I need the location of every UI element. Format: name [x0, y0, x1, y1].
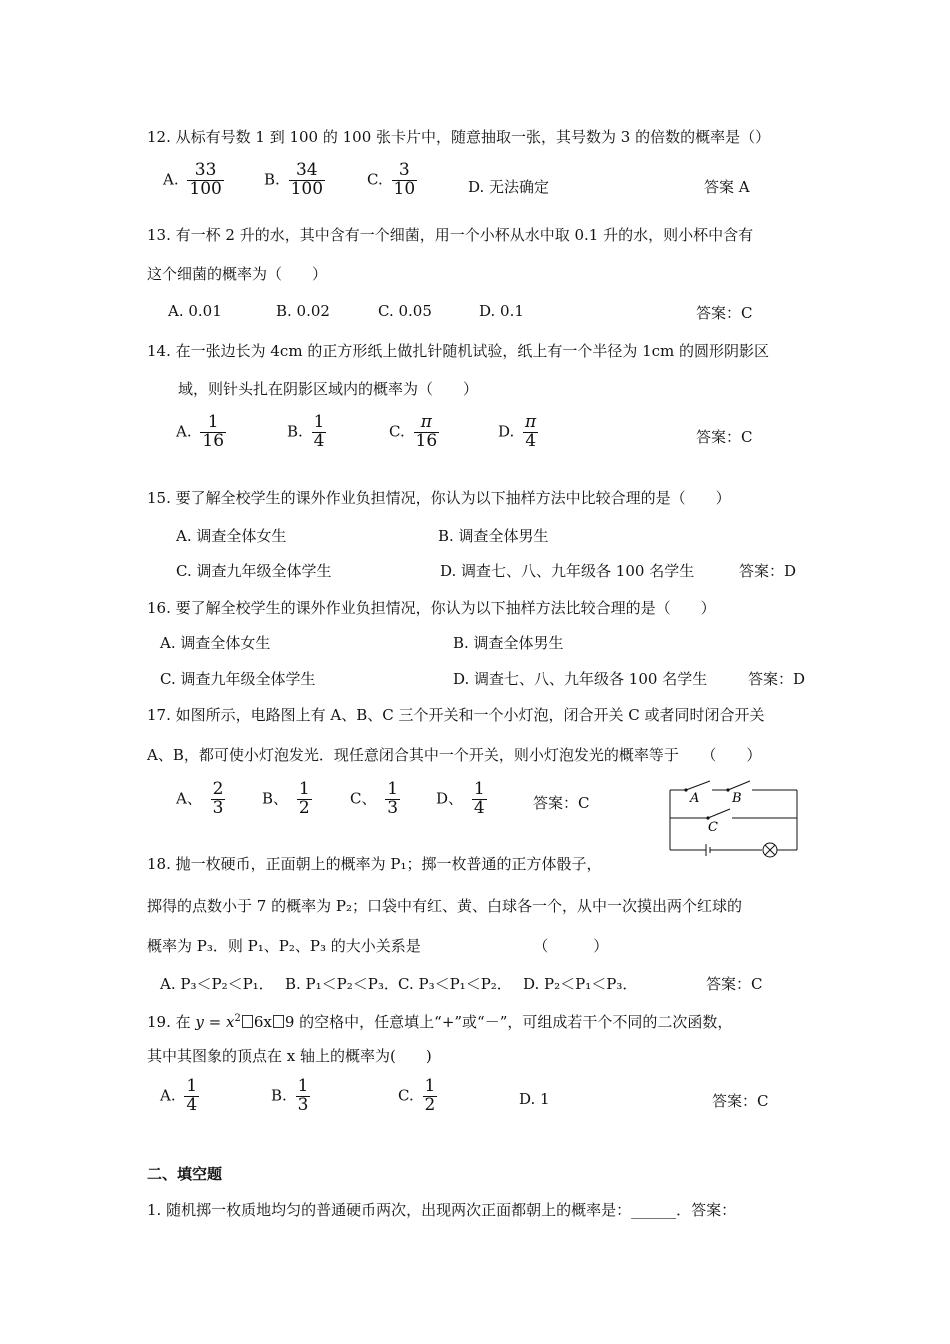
q17-option-c: C、 $\frac{1}{3}$: [350, 779, 399, 818]
q15-option-b: B. 调查全体男生: [438, 527, 549, 545]
q13-answer: 答案：C: [696, 304, 753, 322]
q19-stem-line2: 其中其图象的顶点在 x 轴上的概率为( ): [147, 1047, 432, 1065]
q14-option-d: D. $\frac{\pi}{4}$: [498, 412, 537, 451]
q17-option-d: D、 $\frac{1}{4}$: [436, 779, 485, 818]
q13-option-d: D. 0.1: [479, 302, 524, 320]
q18-option-a: A. P₃＜P₂＜P₁．: [160, 975, 274, 993]
q18-option-b: B. P₁＜P₂＜P₃．: [285, 975, 399, 993]
circuit-diagram: [664, 778, 804, 860]
q14-stem-line1: 14. 在一张边长为 4cm 的正方形纸上做扎针随机试验，纸上有一个半径为 1cm 的圆形阴影区: [147, 342, 770, 360]
q19-option-a: A. $\frac{1}{4}$: [160, 1076, 198, 1115]
blank-box: [273, 1015, 284, 1028]
q14-option-b: B. $\frac{1}{4}$: [287, 412, 325, 451]
q18-option-c: C. P₃＜P₁＜P₂．: [398, 975, 512, 993]
q19-equation: y = x: [195, 1013, 235, 1031]
q13-option-a: A. 0.01: [168, 302, 222, 320]
q12-option-d: D. 无法确定: [468, 178, 550, 196]
q16-option-b: B. 调查全体男生: [453, 634, 564, 652]
q18-stem-line3: 概率为 P₃．则 P₁、P₂、P₃ 的大小关系是 （ ）: [147, 937, 609, 955]
switch-b-label: B: [732, 791, 742, 806]
switch-c-label: C: [708, 820, 718, 835]
q15-option-d: D. 调查七、八、九年级各 100 名学生: [440, 562, 695, 580]
q13-stem-line2: 这个细菌的概率为（ ）: [147, 265, 328, 283]
q15-stem: 15. 要了解全校学生的课外作业负担情况，你认为以下抽样方法中比较合理的是（ ）: [147, 489, 731, 507]
q16-option-d: D. 调查七、八、九年级各 100 名学生: [453, 670, 708, 688]
section-title: 二、填空题: [147, 1165, 223, 1183]
q17-stem-line1: 17. 如图所示，电路图上有 A、B、C 三个开关和一个小灯泡，闭合开关 C 或者同时闭合开关: [147, 706, 765, 724]
q17-option-a: A、 $\frac{2}{3}$: [176, 779, 224, 818]
q12-option-b: B. $\frac{34}{100}$: [264, 160, 324, 199]
q12-option-a: A. $\frac{33}{100}$: [163, 160, 222, 199]
q14-option-c: C. $\frac{\pi}{16}$: [389, 412, 438, 451]
q18-answer: 答案：C: [706, 975, 763, 993]
q16-answer: 答案：D: [748, 670, 806, 688]
q14-option-a: A. $\frac{1}{16}$: [176, 412, 225, 451]
blank-box: [242, 1015, 253, 1028]
q15-option-a: A. 调查全体女生: [176, 527, 287, 545]
q17-option-b: B、 $\frac{1}{2}$: [262, 779, 310, 818]
q13-option-b: B. 0.02: [276, 302, 330, 320]
q19-option-d: D. 1: [519, 1090, 550, 1108]
q15-option-c: C. 调查九年级全体学生: [176, 562, 332, 580]
q18-option-d: D. P₂＜P₁＜P₃．: [523, 975, 638, 993]
q13-option-c: C. 0.05: [378, 302, 432, 320]
q19-option-b: B. $\frac{1}{3}$: [271, 1076, 309, 1115]
q12-stem: 12. 从标有号数 1 到 100 的 100 张卡片中，随意抽取一张，其号数为 3 的倍数的概率是（）: [147, 128, 771, 146]
q16-option-c: C. 调查九年级全体学生: [160, 670, 316, 688]
q19-answer: 答案：C: [712, 1092, 769, 1110]
q16-stem: 16. 要了解全校学生的课外作业负担情况，你认为以下抽样方法比较合理的是（ ）: [147, 599, 716, 617]
q15-answer: 答案：D: [739, 562, 797, 580]
q18-stem-line2: 掷得的点数小于 7 的概率为 P₂；口袋中有红、黄、白球各一个，从中一次摸出两个红球的: [147, 897, 742, 915]
q17-answer: 答案：C: [533, 794, 590, 812]
q19-stem-line1: 19. 在 $y = x^2$ 6x 9 的空格中，任意填上“+”或“－”，可组成若干个不同的二次函数，: [147, 1013, 733, 1031]
switch-a-label: A: [690, 791, 700, 806]
q16-option-a: A. 调查全体女生: [160, 634, 271, 652]
q12-answer: 答案 A: [704, 178, 750, 196]
q19-option-c: C. $\frac{1}{2}$: [398, 1076, 436, 1115]
q17-stem-line2: A、B，都可使小灯泡发光．现任意闭合其中一个开关，则小灯泡发光的概率等于 （ ）: [147, 746, 762, 764]
q14-stem-line2: 域，则针头扎在阴影区域内的概率为（ ）: [178, 380, 479, 398]
q18-stem-line1: 18. 抛一枚硬币，正面朝上的概率为 P₁；掷一枚普通的正方体骰子，: [147, 855, 602, 873]
fill-q1: 1. 随机掷一枚质地均匀的普通硬币两次，出现两次正面都朝上的概率是：______．答案：: [147, 1201, 737, 1219]
q14-answer: 答案：C: [696, 428, 753, 446]
q12-option-c: C. $\frac{3}{10}$: [367, 160, 416, 199]
q13-stem-line1: 13. 有一杯 2 升的水，其中含有一个细菌，用一个小杯从水中取 0.1 升的水，则小杯中含有: [147, 226, 754, 244]
